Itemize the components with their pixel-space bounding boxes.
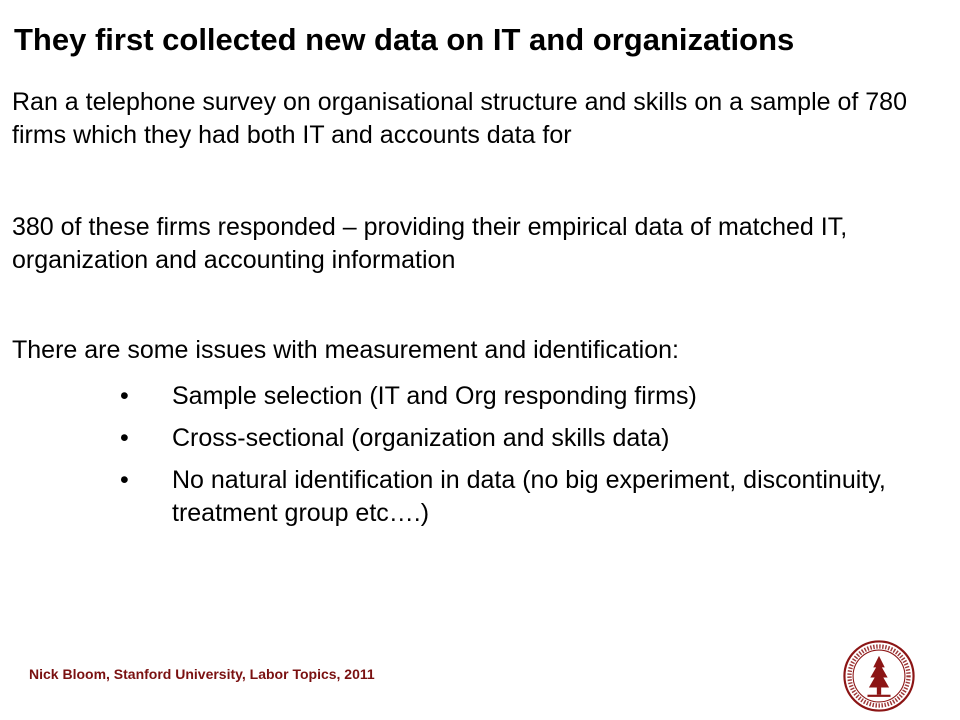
slide-title: They first collected new data on IT and organizations	[14, 22, 795, 57]
bullet-item	[0, 380, 912, 413]
issues-bullet-list	[0, 380, 960, 539]
footer-credit: Nick Bloom, Stanford University, Labor Topics, 2011	[29, 666, 375, 682]
bullet-dot-icon: •	[120, 466, 129, 494]
bullet-item	[0, 464, 912, 530]
bullet-dot-icon: •	[120, 382, 129, 410]
bullet-dot-icon: •	[120, 424, 129, 452]
bullet-text: Sample selection (IT and Org responding firms)	[172, 382, 697, 410]
bullet-item	[0, 422, 912, 455]
paragraph-issues: There are some issues with measurement and identification:	[12, 336, 679, 364]
paragraph-survey: Ran a telephone survey on organisational structure and skills on a sample of 780 firms which they had both IT and accounts data for	[12, 88, 907, 149]
stanford-seal-icon	[843, 640, 915, 712]
paragraph-responses: 380 of these firms responded – providing their empirical data of matched IT, organization and accounting information	[12, 213, 848, 274]
bullet-text: Cross-sectional (organization and skills data)	[172, 424, 670, 452]
bullet-text: No natural identification in data (no big experiment, discontinuity, treatment group etc….)	[172, 466, 886, 527]
